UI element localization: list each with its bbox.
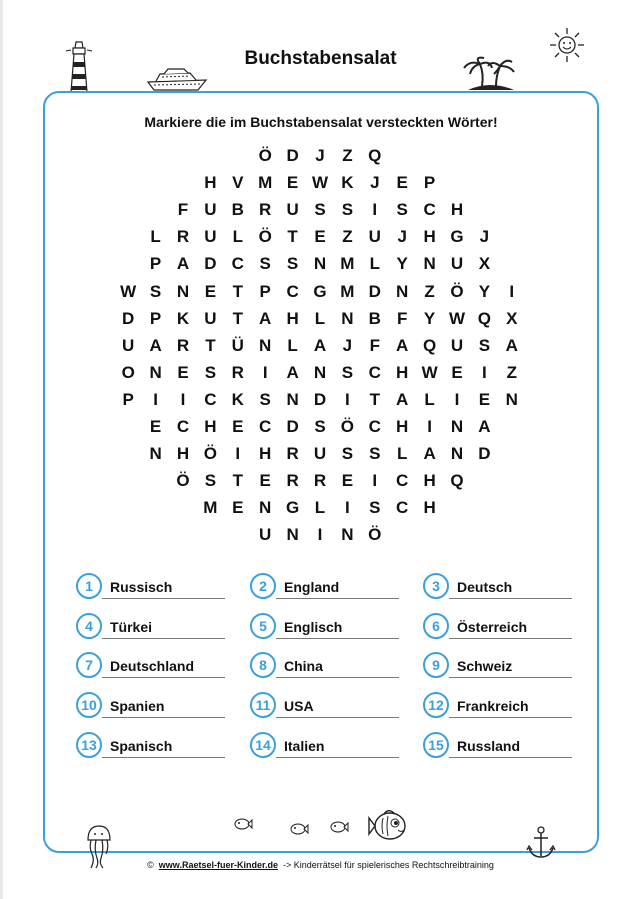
answer-line xyxy=(102,717,225,718)
grid-letter[interactable]: S xyxy=(204,471,217,491)
grid-letter[interactable]: C xyxy=(176,417,190,436)
grid-letter[interactable]: I xyxy=(180,389,186,409)
grid-letter[interactable]: G xyxy=(313,281,327,301)
grid-letter[interactable]: D xyxy=(313,389,327,409)
word-number-badge: 5 xyxy=(250,613,276,639)
grid-letter[interactable]: T xyxy=(287,227,298,247)
word-item xyxy=(423,692,578,722)
grid-letter[interactable]: I xyxy=(482,362,487,382)
answer-line xyxy=(276,598,399,599)
word-number-badge: 15 xyxy=(423,732,449,758)
grid-letter[interactable]: Y xyxy=(478,281,491,301)
grid-row xyxy=(0,282,641,310)
fish-icon xyxy=(329,820,349,834)
footer xyxy=(0,860,641,870)
page-title: Buchstabensalat xyxy=(244,48,397,69)
grid-letter[interactable]: P xyxy=(122,389,134,409)
grid-letter[interactable]: E xyxy=(259,471,271,491)
grid-row xyxy=(0,498,641,526)
grid-letter[interactable]: P xyxy=(149,254,162,274)
grid-letter[interactable]: C xyxy=(259,417,272,436)
grid-letter[interactable]: T xyxy=(369,389,380,409)
word-label: USA xyxy=(284,698,314,714)
grid-letter[interactable]: U xyxy=(204,227,217,247)
grid-letter[interactable]: K xyxy=(176,308,190,328)
grid-letter[interactable]: G xyxy=(450,227,464,247)
answer-line xyxy=(449,638,572,639)
grid-letter[interactable]: D xyxy=(286,146,299,165)
grid-letter[interactable]: Ö xyxy=(258,146,272,165)
grid-letter[interactable]: M xyxy=(258,173,273,193)
answer-line xyxy=(449,677,572,678)
footer-link[interactable]: www.Raetsel-fuer-Kinder.de xyxy=(158,860,278,870)
word-number-badge: 1 xyxy=(76,573,102,599)
grid-letter[interactable]: Z xyxy=(342,227,353,247)
grid-letter[interactable]: S xyxy=(478,335,491,355)
grid-letter[interactable]: S xyxy=(259,254,271,274)
grid-letter[interactable]: S xyxy=(314,200,326,220)
grid-letter[interactable]: E xyxy=(149,417,162,436)
grid-letter[interactable]: W xyxy=(448,308,466,328)
grid-letter[interactable]: N xyxy=(149,444,162,464)
grid-letter[interactable]: B xyxy=(231,200,244,220)
answer-line xyxy=(102,638,225,639)
grid-letter[interactable]: R xyxy=(176,227,190,247)
grid-letter[interactable]: J xyxy=(342,335,353,355)
grid-letter[interactable]: P xyxy=(149,308,162,328)
grid-letter[interactable]: I xyxy=(509,281,515,301)
grid-letter[interactable]: Ö xyxy=(340,417,354,436)
grid-letter[interactable]: I xyxy=(345,389,350,409)
grid-row xyxy=(0,173,641,201)
grid-letter[interactable]: B xyxy=(368,308,381,328)
grid-row xyxy=(0,444,641,472)
grid-row xyxy=(0,146,641,174)
grid-letter[interactable]: Z xyxy=(342,146,353,165)
grid-letter[interactable]: Q xyxy=(368,146,382,165)
word-item xyxy=(250,613,405,643)
grid-letter[interactable]: A xyxy=(313,335,327,355)
footer-text: Kinderrätsel für spielerisches Rechtschreibtraining xyxy=(293,860,494,870)
grid-letter[interactable]: A xyxy=(423,444,436,464)
grid-letter[interactable]: W xyxy=(311,173,329,193)
grid-letter[interactable]: Q xyxy=(477,308,491,328)
grid-letter[interactable]: L xyxy=(314,308,326,328)
grid-letter[interactable]: C xyxy=(368,417,381,436)
grid-letter[interactable]: N xyxy=(259,498,272,518)
answer-line xyxy=(102,598,225,599)
answer-line xyxy=(276,717,399,718)
grid-letter[interactable]: H xyxy=(423,471,436,491)
grid-letter[interactable]: N xyxy=(450,444,464,464)
word-label: Russisch xyxy=(110,579,173,595)
grid-letter[interactable]: Y xyxy=(396,254,408,274)
grid-letter[interactable]: H xyxy=(204,417,217,436)
grid-letter[interactable]: E xyxy=(314,227,326,247)
grid-letter[interactable]: H xyxy=(423,498,436,518)
grid-letter[interactable]: R xyxy=(176,335,190,355)
grid-letter[interactable]: J xyxy=(479,227,490,247)
grid-letter[interactable]: I xyxy=(262,362,268,382)
word-item xyxy=(423,652,578,682)
grid-letter[interactable]: P xyxy=(423,173,436,193)
word-label: Schweiz xyxy=(457,658,513,674)
grid-letter[interactable]: H xyxy=(204,173,217,193)
grid-letter[interactable]: L xyxy=(150,227,161,247)
anchor-icon xyxy=(526,826,556,860)
grid-letter[interactable]: L xyxy=(396,444,408,464)
word-item xyxy=(250,692,405,722)
grid-letter[interactable]: N xyxy=(286,525,299,545)
word-number-badge: 11 xyxy=(250,692,276,718)
word-label: Österreich xyxy=(457,619,528,635)
grid-letter[interactable]: L xyxy=(424,389,435,409)
answer-line xyxy=(276,638,399,639)
grid-letter[interactable]: R xyxy=(259,200,272,220)
grid-letter[interactable]: S xyxy=(149,281,162,301)
grid-letter[interactable]: C xyxy=(368,362,381,382)
instruction-text: Markiere die im Buchstabensalat versteckten Wörter! xyxy=(144,114,498,130)
grid-letter[interactable]: I xyxy=(372,200,378,220)
grid-letter[interactable]: J xyxy=(370,173,380,193)
answer-line xyxy=(276,677,399,678)
grid-letter[interactable]: A xyxy=(396,389,409,409)
grid-letter[interactable]: L xyxy=(314,498,326,518)
grid-letter[interactable]: N xyxy=(313,362,327,382)
grid-letter[interactable]: E xyxy=(396,173,408,193)
lighthouse-icon xyxy=(64,40,94,94)
word-number-badge: 2 xyxy=(250,573,276,599)
grid-letter[interactable]: I xyxy=(317,525,323,545)
grid-letter[interactable]: Z xyxy=(424,281,435,301)
grid-letter[interactable]: H xyxy=(176,444,190,464)
grid-letter[interactable]: H xyxy=(286,308,299,328)
answer-line xyxy=(276,757,399,758)
grid-letter[interactable]: U xyxy=(122,335,135,355)
grid-letter[interactable]: N xyxy=(450,417,464,436)
grid-letter[interactable]: I xyxy=(153,389,158,409)
grid-letter[interactable]: Ö xyxy=(368,525,382,545)
grid-letter[interactable]: A xyxy=(259,308,272,328)
grid-letter[interactable]: E xyxy=(232,498,244,518)
grid-letter[interactable]: N xyxy=(396,281,409,301)
fish-icon xyxy=(289,822,309,836)
grid-letter[interactable]: J xyxy=(397,227,407,247)
word-item xyxy=(76,652,231,682)
word-item xyxy=(250,573,405,603)
grid-letter[interactable]: S xyxy=(314,417,326,436)
grid-letter[interactable]: A xyxy=(396,335,409,355)
grid-letter[interactable]: M xyxy=(340,281,355,301)
grid-letter[interactable]: S xyxy=(259,389,271,409)
grid-letter[interactable]: Y xyxy=(423,308,436,328)
grid-letter[interactable]: U xyxy=(259,525,272,545)
grid-row xyxy=(0,309,641,337)
grid-letter[interactable]: C xyxy=(396,471,409,491)
word-label: England xyxy=(284,579,340,595)
grid-letter[interactable]: H xyxy=(396,362,409,382)
grid-letter[interactable]: U xyxy=(450,335,464,355)
grid-letter[interactable]: N xyxy=(505,389,518,409)
sun-icon xyxy=(548,26,586,64)
answer-line xyxy=(449,717,572,718)
grid-letter[interactable]: S xyxy=(369,498,381,518)
grid-row xyxy=(0,471,641,499)
grid-row xyxy=(0,417,641,445)
grid-letter[interactable]: D xyxy=(368,281,381,301)
copyright-symbol: © xyxy=(147,860,154,870)
grid-letter[interactable]: S xyxy=(341,444,354,464)
grid-letter[interactable]: W xyxy=(120,281,137,301)
grid-letter[interactable]: S xyxy=(341,200,354,220)
grid-letter[interactable]: R xyxy=(286,471,299,491)
grid-letter[interactable]: E xyxy=(232,417,244,436)
grid-letter[interactable]: Ö xyxy=(203,444,217,464)
grid-letter[interactable]: U xyxy=(313,444,327,464)
grid-letter[interactable]: N xyxy=(313,254,327,274)
grid-letter[interactable]: Ö xyxy=(450,281,464,301)
word-label: China xyxy=(284,658,323,674)
grid-letter[interactable]: T xyxy=(232,471,243,491)
grid-row xyxy=(0,363,641,391)
grid-letter[interactable]: D xyxy=(478,444,491,464)
grid-row xyxy=(0,254,641,282)
grid-letter[interactable]: J xyxy=(315,146,325,165)
grid-letter[interactable]: R xyxy=(313,471,327,491)
word-number-badge: 13 xyxy=(76,732,102,758)
grid-letter[interactable]: O xyxy=(121,362,135,382)
word-item xyxy=(250,652,405,682)
grid-letter[interactable]: K xyxy=(231,389,244,409)
word-number-badge: 14 xyxy=(250,732,276,758)
grid-letter[interactable]: H xyxy=(423,227,436,247)
grid-letter[interactable]: U xyxy=(368,227,381,247)
grid-letter[interactable]: L xyxy=(369,254,380,274)
word-label: Englisch xyxy=(284,619,343,635)
grid-letter[interactable]: X xyxy=(506,308,518,328)
grid-letter[interactable]: Q xyxy=(450,471,464,491)
grid-letter[interactable]: S xyxy=(341,362,354,382)
grid-letter[interactable]: I xyxy=(345,498,350,518)
word-item xyxy=(76,732,231,762)
grid-letter[interactable]: W xyxy=(421,362,438,382)
ship-icon xyxy=(146,64,208,92)
grid-letter[interactable]: Z xyxy=(506,362,517,382)
grid-letter[interactable]: E xyxy=(341,471,354,491)
grid-letter[interactable]: E xyxy=(204,281,217,301)
word-number-badge: 8 xyxy=(250,652,276,678)
grid-letter[interactable]: N xyxy=(259,335,272,355)
grid-letter[interactable]: F xyxy=(177,200,189,220)
grid-letter[interactable]: T xyxy=(232,308,243,328)
word-item xyxy=(423,613,578,643)
grid-letter[interactable]: C xyxy=(231,254,244,274)
grid-letter[interactable]: X xyxy=(478,254,491,274)
palm-island-icon xyxy=(462,56,518,96)
grid-letter[interactable]: L xyxy=(232,227,243,247)
grid-letter[interactable]: I xyxy=(372,471,378,491)
grid-letter[interactable]: I xyxy=(427,417,432,436)
grid-letter[interactable]: G xyxy=(285,498,300,518)
word-item xyxy=(76,573,231,603)
grid-letter[interactable]: C xyxy=(423,200,436,220)
grid-letter[interactable]: S xyxy=(204,362,217,382)
word-item xyxy=(423,732,578,762)
answer-line xyxy=(449,757,572,758)
word-label: Türkei xyxy=(110,619,153,635)
grid-letter[interactable]: Ö xyxy=(176,471,190,491)
answer-line xyxy=(449,598,572,599)
grid-letter[interactable]: C xyxy=(204,389,217,409)
word-item xyxy=(76,613,231,643)
grid-row xyxy=(0,390,641,418)
grid-letter[interactable]: D xyxy=(204,254,217,274)
grid-letter[interactable]: E xyxy=(177,362,189,382)
grid-letter[interactable]: C xyxy=(286,281,299,301)
grid-row xyxy=(0,336,641,364)
grid-letter[interactable]: N xyxy=(341,308,354,328)
grid-letter[interactable]: U xyxy=(204,308,217,328)
grid-letter[interactable]: E xyxy=(286,173,299,193)
word-number-badge: 7 xyxy=(76,652,102,678)
fish-icon xyxy=(233,817,253,831)
grid-letter[interactable]: L xyxy=(287,335,298,355)
grid-letter[interactable]: H xyxy=(450,200,464,220)
word-label: Deutsch xyxy=(457,579,513,595)
grid-letter[interactable]: N xyxy=(149,362,162,382)
word-number-badge: 12 xyxy=(423,692,449,718)
grid-letter[interactable]: U xyxy=(286,200,299,220)
grid-letter[interactable]: N xyxy=(341,525,354,545)
grid-letter[interactable]: S xyxy=(369,444,381,464)
word-item xyxy=(76,692,231,722)
grid-letter[interactable]: Ü xyxy=(231,335,244,355)
grid-letter[interactable]: N xyxy=(423,254,436,274)
grid-letter[interactable]: Ö xyxy=(258,227,272,247)
grid-letter[interactable]: S xyxy=(286,254,299,274)
word-label: Spanisch xyxy=(110,738,173,754)
grid-letter[interactable]: E xyxy=(451,362,463,382)
word-label: Frankreich xyxy=(457,698,529,714)
grid-letter[interactable]: A xyxy=(149,335,162,355)
word-item xyxy=(423,573,578,603)
word-number-badge: 10 xyxy=(76,692,102,718)
grid-letter[interactable]: C xyxy=(396,498,409,518)
word-number-badge: 4 xyxy=(76,613,102,639)
grid-letter[interactable]: M xyxy=(203,498,218,518)
grid-letter[interactable]: E xyxy=(478,389,491,409)
grid-letter[interactable]: S xyxy=(396,200,408,220)
footer-arrow: -> xyxy=(283,860,292,870)
grid-letter[interactable]: A xyxy=(478,417,491,436)
grid-letter[interactable]: I xyxy=(454,389,460,409)
grid-letter[interactable]: T xyxy=(205,335,216,355)
grid-letter[interactable]: A xyxy=(286,362,299,382)
word-label: Deutschland xyxy=(110,658,195,674)
grid-letter[interactable]: H xyxy=(259,444,272,464)
fish-icon xyxy=(368,808,412,844)
grid-letter[interactable]: U xyxy=(204,200,217,220)
word-number-badge: 9 xyxy=(423,652,449,678)
grid-letter[interactable]: I xyxy=(235,444,241,464)
grid-letter[interactable]: D xyxy=(286,417,299,436)
grid-letter[interactable]: K xyxy=(341,173,354,193)
word-label: Italien xyxy=(284,738,325,754)
word-number-badge: 6 xyxy=(423,613,449,639)
grid-letter[interactable]: A xyxy=(505,335,518,355)
grid-letter[interactable]: R xyxy=(286,444,299,464)
word-number-badge: 3 xyxy=(423,573,449,599)
grid-letter[interactable]: N xyxy=(176,281,190,301)
grid-letter[interactable]: R xyxy=(231,362,244,382)
grid-letter[interactable]: F xyxy=(396,308,408,328)
grid-letter[interactable]: V xyxy=(232,173,244,193)
grid-letter[interactable]: A xyxy=(176,254,190,274)
grid-letter[interactable]: P xyxy=(259,281,271,301)
grid-letter[interactable]: M xyxy=(340,254,355,274)
answer-line xyxy=(102,757,225,758)
grid-letter[interactable]: N xyxy=(286,389,299,409)
grid-letter[interactable]: U xyxy=(450,254,464,274)
word-label: Spanien xyxy=(110,698,165,714)
grid-row xyxy=(0,200,641,228)
grid-row xyxy=(0,525,641,553)
answer-line xyxy=(102,677,225,678)
grid-letter[interactable]: T xyxy=(232,281,243,301)
grid-letter[interactable]: D xyxy=(122,308,135,328)
grid-letter[interactable]: Q xyxy=(422,335,437,355)
grid-letter[interactable]: H xyxy=(396,417,409,436)
grid-row xyxy=(0,227,641,255)
grid-letter[interactable]: F xyxy=(369,335,380,355)
word-label: Russland xyxy=(457,738,521,754)
word-item xyxy=(250,732,405,762)
